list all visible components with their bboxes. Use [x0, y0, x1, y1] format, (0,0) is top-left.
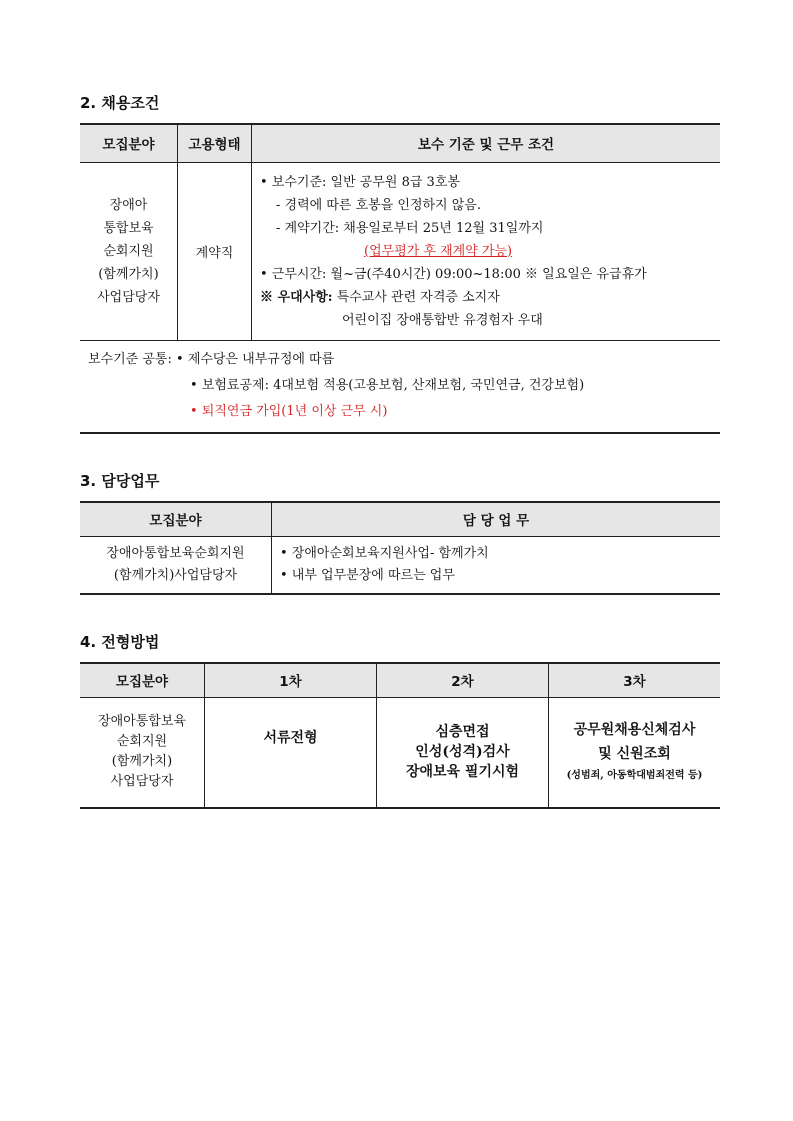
col-header-field: 모집분야 [80, 124, 178, 162]
field-line: 장애아 [109, 197, 148, 213]
contract-period-line: - 계약기간: 채용일로부터 25년 12월 31일까지 [276, 220, 544, 236]
col-header-duties: 담 당 업 무 [272, 502, 721, 536]
duty-item: • 장애아순회보육지원사업- 함께가치 [280, 545, 489, 561]
step-3-cell [549, 697, 721, 808]
selection-table [80, 662, 720, 809]
duties-field-cell [80, 536, 272, 594]
section-title-duties: 3. 담당업무 [80, 472, 160, 490]
field-line: 장애아통합보육 [98, 714, 186, 730]
common-pay-footer [80, 340, 720, 433]
field-line: 사업담당자 [110, 774, 174, 790]
step-1-cell: 서류전형 [205, 697, 377, 808]
duty-item: • 내부 업무분장에 따르는 업무 [280, 567, 455, 583]
career-note-line: - 경력에 따른 호봉을 인정하지 않음. [276, 197, 481, 213]
step-2-line: 심층면접 [435, 724, 490, 741]
col-header-field: 모집분야 [80, 663, 205, 697]
preference-line-2: 어린이집 장애통합반 유경험자 우대 [342, 312, 543, 328]
field-line: 장애아통합보육순회지원 [106, 545, 245, 561]
step-2-cell [377, 697, 549, 808]
step-3-line: 및 신원조회 [598, 746, 671, 763]
step-3-line: 공무원채용신체검사 [573, 722, 696, 739]
section-title-hiring-conditions: 2. 채용조건 [80, 94, 160, 112]
selection-field-cell [80, 697, 205, 808]
field-line: 사업담당자 [97, 289, 160, 305]
employment-type-cell: 계약직 [178, 162, 252, 340]
field-line: 순회지원 [103, 243, 154, 259]
step-2-line: 장애보육 필기시험 [405, 764, 520, 781]
field-line: (함께가치) [111, 754, 173, 770]
common-pay-line-1 [88, 347, 720, 373]
hiring-conditions-table [80, 123, 720, 434]
col-header-step-3: 3차 [549, 663, 721, 697]
field-line: (함께가치) [98, 266, 159, 282]
preference-text: 특수교사 관련 자격증 소지자 [332, 289, 500, 305]
col-header-step-2: 2차 [377, 663, 549, 697]
col-header-employment-type: 고용형태 [178, 124, 252, 162]
col-header-field: 모집분야 [80, 502, 272, 536]
section-title-selection: 4. 전형방법 [80, 633, 160, 651]
preference-line [260, 286, 720, 309]
common-pay-label: 보수기준 공통: [88, 352, 172, 368]
duties-cell [272, 536, 721, 594]
duties-table [80, 501, 720, 595]
conditions-cell [252, 162, 721, 340]
pay-standard-line: • 보수기준: 일반 공무원 8급 3호봉 [260, 174, 460, 190]
col-header-step-1: 1차 [205, 663, 377, 697]
step-3-note: (성범죄, 아동학대범죄전력 등) [566, 770, 703, 782]
field-line: (함께가치)사업담당자 [113, 567, 238, 583]
allowance-text: • 제수당은 내부규정에 따름 [176, 352, 335, 368]
renewal-note-line: (업무평가 후 재계약 가능) [364, 243, 513, 259]
insurance-line: • 보험료공제: 4대보험 적용(고용보험, 산재보험, 국민연금, 건강보험) [190, 378, 585, 394]
col-header-pay-and-conditions: 보수 기준 및 근무 조건 [252, 124, 721, 162]
preference-label: ※ 우대사항: [260, 289, 333, 305]
pension-line: • 퇴직연금 가입(1년 이상 근무 시) [190, 404, 388, 420]
field-line: 통합보육 [103, 220, 154, 236]
recruit-field-cell [80, 162, 178, 340]
step-2-line: 인성(성격)검사 [415, 744, 510, 761]
field-line: 순회지원 [116, 734, 168, 750]
work-hours-line: • 근무시간: 월~금(주40시간) 09:00~18:00 ※ 일요일은 유급휴가 [260, 266, 647, 282]
